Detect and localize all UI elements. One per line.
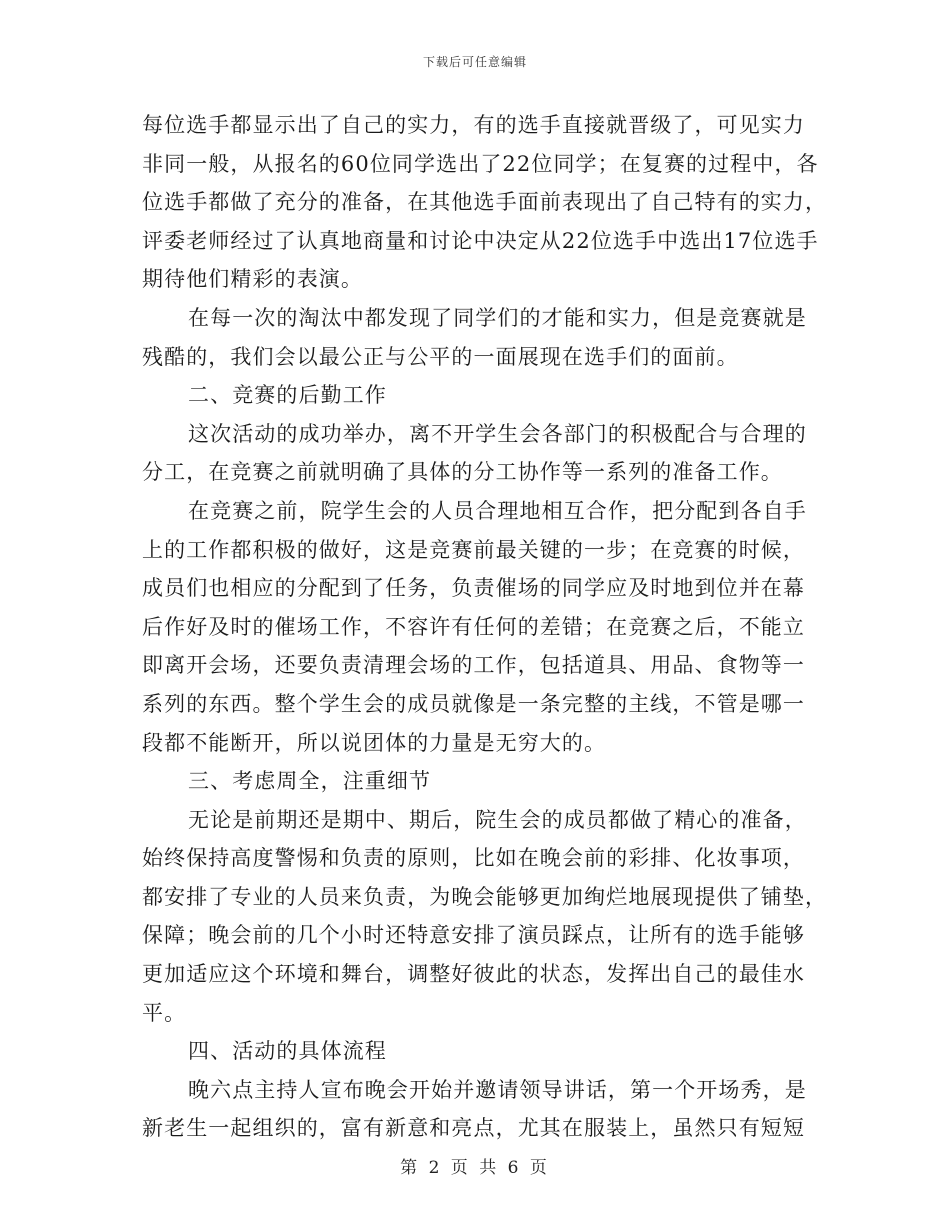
text-line: 更加适应这个环境和舞台，调整好彼此的状态，发挥出自己的最佳水	[142, 962, 805, 987]
text-line: 始终保持高度警惕和负责的原则，比如在晚会前的彩排、化妆事项，	[142, 846, 805, 871]
document-body	[142, 106, 828, 1148]
text-line: 在每一次的淘汰中都发现了同学们的才能和实力，但是竞赛就是	[188, 305, 807, 330]
text-line: 这次活动的成功举办，离不开学生会各部门的积极配合与合理的	[188, 421, 807, 446]
text-line: 段都不能断开，所以说团体的力量是无穷大的。	[142, 730, 607, 755]
text-line: 保障；晚会前的几个小时还特意安排了演员踩点，让所有的选手能够	[142, 923, 805, 948]
text-line: 平。	[142, 1000, 187, 1025]
text-line: 在竞赛之前，院学生会的人员合理地相互合作，把分配到各自手	[188, 498, 807, 523]
text-line: 无论是前期还是期中、期后，院生会的成员都做了精心的准备，	[188, 807, 807, 832]
text-line: 评委老师经过了认真地商量和讨论中决定从22位选手中选出17位选手	[142, 228, 819, 253]
text-line: 系列的东西。整个学生会的成员就像是一条完整的主线，不管是哪一	[142, 691, 805, 716]
text-line: 每位选手都显示出了自己的实力，有的选手直接就晋级了，可见实力	[142, 113, 805, 137]
text-line: 三、考虑周全，注重细节	[188, 769, 432, 794]
text-line: 后作好及时的催场工作，不容许有任何的差错；在竞赛之后，不能立	[142, 614, 805, 639]
text-line: 四、活动的具体流程	[188, 1039, 387, 1064]
text-line: 分工，在竞赛之前就明确了具体的分工协作等一系列的准备工作。	[142, 460, 783, 485]
text-line: 新老生一起组织的，富有新意和亮点，尤其在服装上，虽然只有短短	[142, 1116, 805, 1141]
page-footer: 第 2 页 共 6 页	[400, 1158, 550, 1178]
text-line: 即离开会场，还要负责清理会场的工作，包括道具、用品、食物等一	[142, 653, 805, 678]
text-line: 位选手都做了充分的准备，在其他选手面前表现出了自己特有的实力，	[142, 190, 828, 215]
text-line: 都安排了专业的人员来负责，为晚会能够更加绚烂地展现提供了铺垫，	[142, 884, 828, 909]
text-line: 期待他们精彩的表演。	[142, 267, 363, 292]
text-line: 二、竞赛的后勤工作	[188, 383, 387, 408]
text-line: 上的工作都积极的做好，这是竞赛前最关键的一步；在竞赛的时候，	[142, 537, 805, 562]
page-header: 下载后可任意编辑	[422, 55, 527, 69]
text-line: 非同一般，从报名的60位同学选出了22位同学；在复赛的过程中，各	[142, 151, 819, 176]
text-line: 成员们也相应的分配到了任务，负责催场的同学应及时地到位并在幕	[142, 576, 805, 601]
text-line: 晚六点主持人宣布晚会开始并邀请领导讲话，第一个开场秀，是	[188, 1077, 807, 1102]
text-line: 残酷的，我们会以最公正与公平的一面展现在选手们的面前。	[142, 344, 739, 369]
